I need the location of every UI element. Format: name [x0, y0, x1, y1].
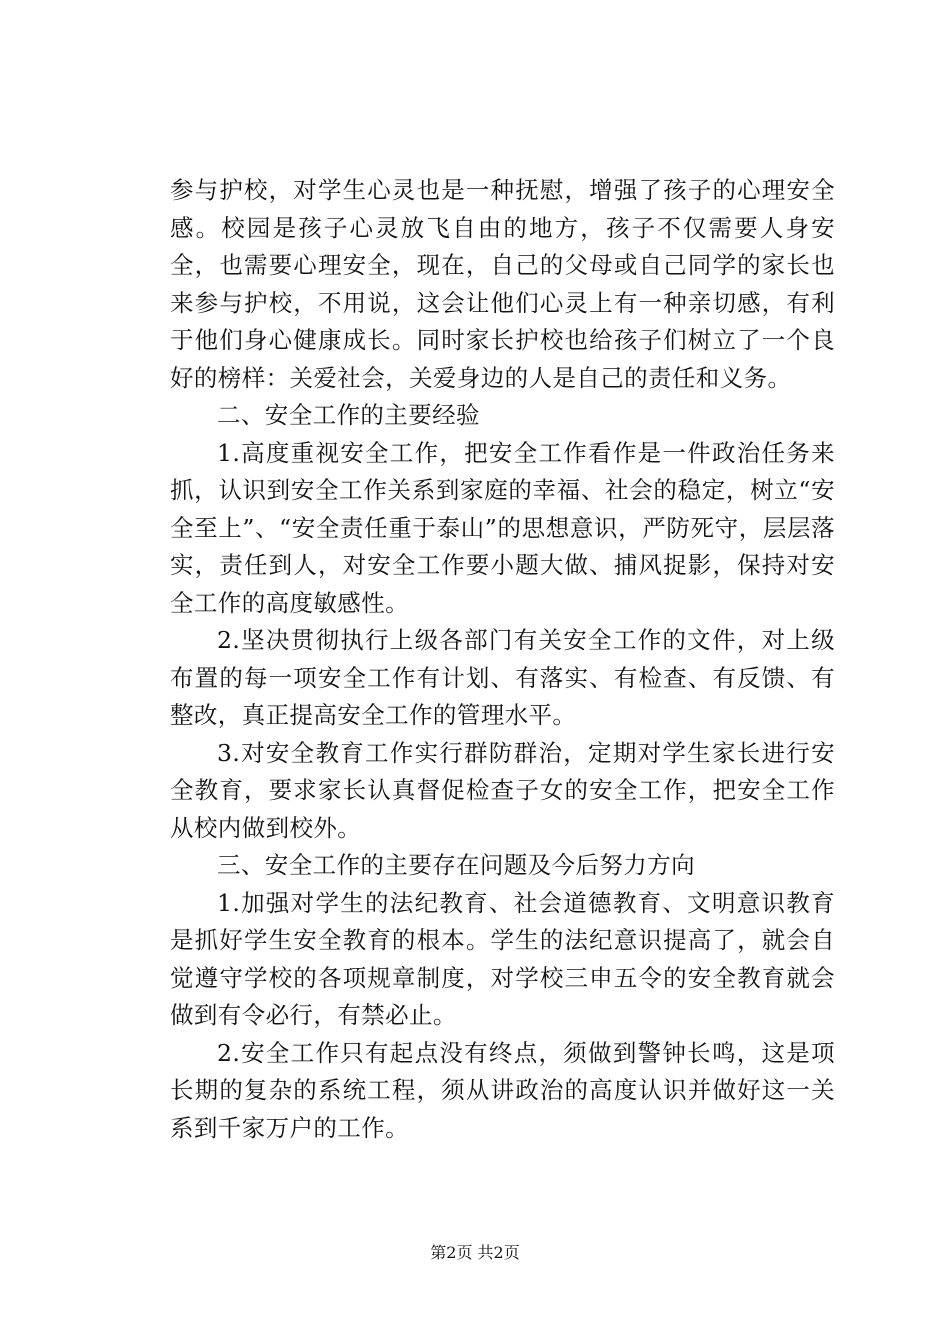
paragraph-experience-3: 3.对安全教育工作实行群防群治，定期对学生家长进行安全教育，要求家长认真督促检查子女的安全工作，把安全工作从校内做到校外。: [170, 738, 835, 842]
paragraph-continuation: 参与护校，对学生心灵也是一种抚慰，增强了孩子的心理安全感。校园是孩子心灵放飞自由的地方，孩子不仅需要人身安全，也需要心理安全，现在，自己的父母或自己同学的家长也来参与护校，不用说，这会让他们心灵上有一种亲切感，有利于他们身心健康成长。同时家长护校也给孩子们树立了一个良好的榜样：关爱社会，关爱身边的人是自己的责任和义务。: [170, 176, 835, 392]
paragraph-experience-2: 2.坚决贯彻执行上级各部门有关安全工作的文件，对上级布置的每一项安全工作有计划、有落实、有检查、有反馈、有整改，真正提高安全工作的管理水平。: [170, 626, 835, 729]
paragraph-problems-2: 2.安全工作只有起点没有终点，须做到警钟长鸣，这是项长期的复杂的系统工程，须从讲政治的高度认识并做好这一关系到千家万户的工作。: [170, 1038, 835, 1142]
page-footer: 第2页 共2页: [430, 1243, 520, 1262]
section-heading-experience: 二、安全工作的主要经验: [217, 401, 480, 429]
section-heading-problems: 三、安全工作的主要存在问题及今后努力方向: [217, 851, 695, 879]
paragraph-experience-1: 1.高度重视安全工作，把安全工作看作是一件政治任务来抓，认识到安全工作关系到家庭的幸福、社会的稳定，树立“安全至上”、“安全责任重于泰山”的思想意识，严防死守，层层落实，责任到人，对安全工作要小题大做、捕风捉影，保持对安全工作的高度敏感性。: [170, 438, 835, 617]
document-body: [170, 172, 835, 1147]
paragraph-problems-1: 1.加强对学生的法纪教育、社会道德教育、文明意识教育是抓好学生安全教育的根本。学生的法纪意识提高了，就会自觉遵守学校的各项规章制度，对学校三申五令的安全教育就会做到有令必行，有禁必止。: [170, 888, 835, 1029]
